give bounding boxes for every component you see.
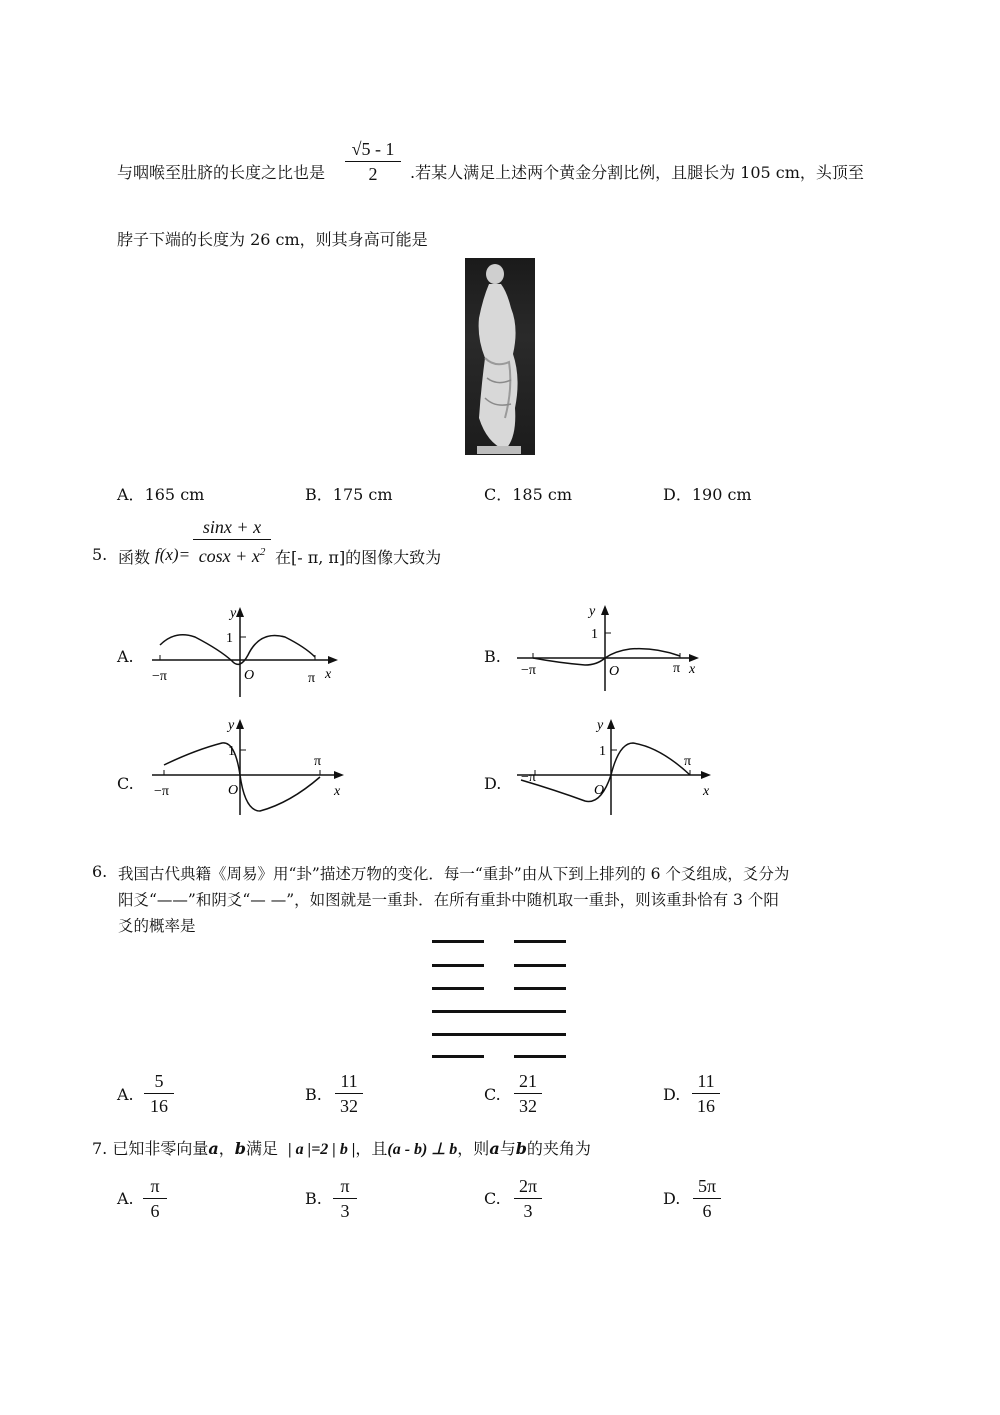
q4-line1-pre: 与咽喉至肚脐的长度之比也是	[117, 163, 326, 182]
numerator: 2π	[518, 1176, 538, 1196]
graph-c	[150, 715, 350, 820]
hexagram-figure	[430, 935, 570, 1065]
option-label: A．	[117, 485, 145, 504]
graph-a-origin-label: O	[244, 668, 255, 683]
q5-option-d-label: D.	[484, 774, 502, 793]
q4-line2: 脖子下端的长度为 26 cm，则其身高可能是	[117, 230, 428, 249]
q5-function-fraction	[193, 516, 271, 567]
numerator: 21	[519, 1071, 537, 1091]
q7-post-pre: ，则	[457, 1139, 490, 1158]
q6-option-b-fraction	[335, 1070, 363, 1117]
option-value: 175 cm	[332, 485, 393, 504]
q6-line1: 我国古代典籍《周易》用“卦”描述万物的变化．每一“重卦”由从下到上排列的 6 个爻组成，爻分为	[118, 865, 790, 883]
q6-option-a-label: A.	[117, 1085, 134, 1104]
graph-a-y-label: y	[230, 606, 237, 621]
denominator: 16	[697, 1096, 715, 1116]
q5-lead: 函数	[118, 548, 151, 567]
graph-c-y-label: y	[228, 718, 235, 733]
q7-condition-2: (a - b) ⊥ b	[387, 1141, 458, 1158]
graph-d-x-label: x	[703, 784, 710, 799]
graph-c-origin-label: O	[228, 783, 239, 798]
q7-option-a-label: A.	[117, 1189, 134, 1208]
q5-option-c-label: C.	[117, 774, 134, 793]
graph-d-y-label: y	[597, 718, 604, 733]
q4-line1-post: .若某人满足上述两个黄金分割比例，且腿长为 105 cm，头顶至	[410, 163, 864, 182]
option-label: B．	[305, 485, 333, 504]
option-value: 185 cm	[512, 485, 573, 504]
numerator: π	[150, 1176, 160, 1196]
denominator: 6	[150, 1201, 160, 1221]
graph-b-origin-label: O	[609, 664, 620, 679]
q7-comma: ，	[218, 1139, 235, 1158]
q4-option-a	[117, 482, 204, 505]
graph-b-one-label: 1	[591, 627, 598, 642]
graph-d-origin-label: O	[594, 783, 605, 798]
q7-option-a-fraction	[143, 1175, 167, 1222]
q6-option-d-fraction	[692, 1070, 720, 1117]
fraction-bar	[345, 161, 401, 162]
graph-d-pi-label: π	[684, 754, 692, 769]
denominator: 16	[150, 1096, 168, 1116]
golden-ratio-fraction	[345, 138, 401, 185]
q6-option-d-label: D.	[663, 1085, 681, 1104]
q7-mid: 满足	[245, 1139, 278, 1158]
graph-a	[150, 605, 340, 700]
graph-c-negpi-label: −π	[154, 784, 169, 799]
q4-option-d	[663, 482, 752, 505]
denominator: 3	[340, 1201, 350, 1221]
hexagram-line-5	[432, 1033, 566, 1036]
q5-numerator: sinx + x	[202, 517, 262, 537]
hexagram-line-4	[432, 1010, 566, 1013]
q7-pre: 已知非零向量	[112, 1139, 209, 1158]
q7-option-b-fraction	[333, 1175, 357, 1222]
q7-mid2: ，且	[355, 1139, 388, 1158]
numerator: 5	[154, 1071, 164, 1091]
graph-a-pi-label: π	[308, 671, 316, 686]
q6-option-a-fraction	[144, 1070, 174, 1117]
q5-fx: f(x)=	[155, 545, 191, 564]
q5-option-b-label: B.	[484, 647, 501, 666]
ratio-denominator: 2	[368, 164, 378, 184]
vector-b: b	[234, 1139, 246, 1158]
q5-denominator: $\cos x + x^2$	[198, 546, 266, 566]
hexagram-line-1	[432, 940, 566, 943]
q7-number: 7.	[92, 1139, 108, 1158]
graph-b-y-label: y	[589, 604, 596, 619]
graph-d-one-label: 1	[599, 744, 606, 759]
option-value: 165 cm	[144, 485, 205, 504]
graph-c-x-label: x	[334, 784, 341, 799]
graph-a-negpi-label: −π	[152, 669, 167, 684]
q5-interval: 在[- π, π]的图像大致为	[275, 548, 442, 567]
q7-stem	[92, 1136, 591, 1159]
q7-option-c-fraction	[514, 1175, 542, 1222]
graph-b	[515, 603, 705, 698]
vector-a: a	[208, 1139, 219, 1158]
denominator: 32	[519, 1096, 537, 1116]
q6-line3: 爻的概率是	[118, 917, 196, 935]
graph-a-one-label: 1	[226, 631, 233, 646]
q6-option-c-fraction	[514, 1070, 542, 1117]
numerator: 11	[340, 1071, 358, 1091]
venus-statue-image	[465, 258, 535, 455]
graph-b-negpi-label: −π	[521, 663, 536, 678]
statue-silhouette	[465, 258, 535, 455]
q5-option-a-label: A.	[117, 647, 134, 666]
q6-option-b-label: B.	[305, 1085, 322, 1104]
fraction-bar	[193, 539, 271, 540]
graph-d-negpi-label: −π	[521, 770, 536, 785]
ratio-numerator: √5 - 1	[351, 139, 395, 159]
q7-option-c-label: C.	[484, 1189, 501, 1208]
graph-c-one-label: 1	[228, 744, 235, 759]
q7-condition-1: | a |=2 | b |	[288, 1141, 356, 1158]
option-value: 190 cm	[691, 485, 752, 504]
option-label: C．	[484, 485, 513, 504]
numerator: 11	[697, 1071, 715, 1091]
numerator: 5π	[697, 1176, 717, 1196]
q6-option-c-label: C.	[484, 1085, 501, 1104]
denominator: 3	[523, 1201, 533, 1221]
hexagram-line-2	[432, 964, 566, 967]
denominator: 32	[340, 1096, 358, 1116]
q7-post-mid: 与	[499, 1139, 516, 1158]
graph-d	[515, 715, 715, 820]
graph-c-pi-label: π	[314, 754, 322, 769]
graph-a-x-label: x	[325, 667, 332, 682]
q4-option-b	[305, 482, 393, 505]
denominator: 6	[702, 1201, 712, 1221]
graph-b-pi-label: π	[673, 661, 681, 676]
q6-number: 6.	[92, 862, 108, 881]
vector-a: a	[489, 1139, 500, 1158]
q7-post: 的夹角为	[526, 1139, 591, 1158]
numerator: π	[340, 1176, 350, 1196]
option-label: D．	[663, 485, 692, 504]
vector-b: b	[515, 1139, 527, 1158]
q5-number: 5.	[92, 545, 108, 564]
q4-option-c	[484, 482, 572, 505]
q7-option-d-label: D.	[663, 1189, 681, 1208]
q7-option-d-fraction	[693, 1175, 721, 1222]
graph-b-x-label: x	[689, 662, 696, 677]
hexagram-line-6	[432, 1055, 566, 1058]
hexagram-line-3	[432, 987, 566, 990]
q6-line2: 阳爻“——”和阴爻“— —”，如图就是一重卦．在所有重卦中随机取一重卦，则该重卦恰有 3 个阳	[118, 891, 779, 909]
q7-option-b-label: B.	[305, 1189, 322, 1208]
